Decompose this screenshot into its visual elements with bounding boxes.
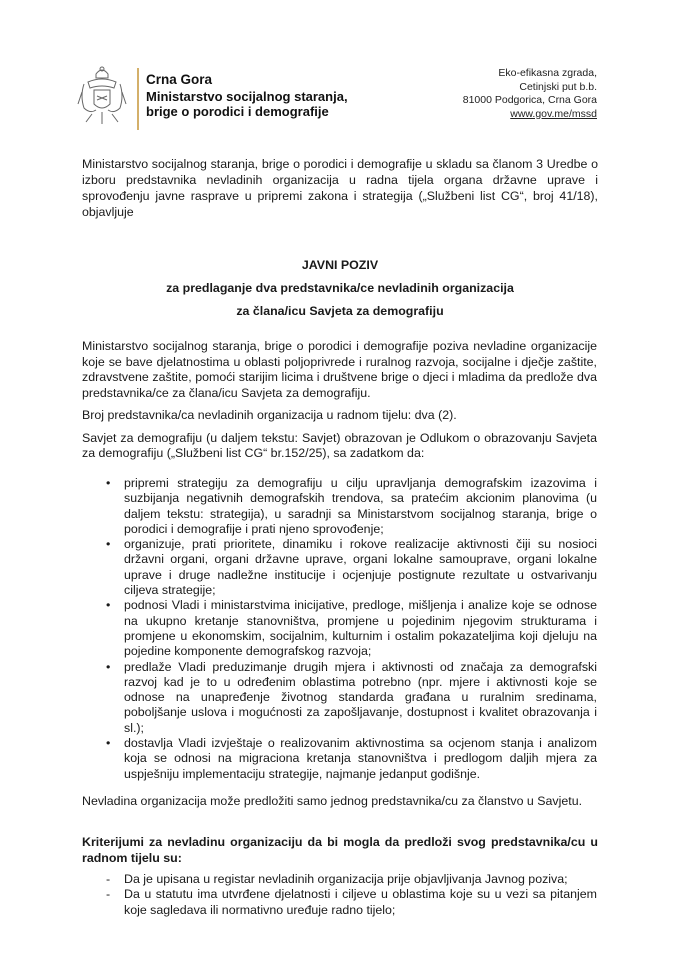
- website-link[interactable]: www.gov.me/mssd: [510, 107, 597, 120]
- list-item: • podnosi Vladi i ministarstvima inicijative, predloge, mišljenja i analize koje se odnose na ukupno kretanje stanovništva, promjene u pojedinim njegovim strukturama i promjene u ekonomskim, socijalnim, kulturnim i ostalim pokazateljima koji djeluju na pojedine komponente demografskog razvoja;: [106, 598, 597, 659]
- address-line: 81000 Podgorica, Crna Gora: [462, 94, 597, 106]
- ministry-name: [146, 72, 348, 119]
- bullet-icon: •: [106, 659, 111, 674]
- address-line: Cetinjski put b.b.: [519, 80, 597, 93]
- representative-count: Broj predstavnika/ca nevladinih organizacija u radnom tijelu: dva (2).: [82, 408, 457, 422]
- address-line: Eko-efikasna zgrada,: [498, 67, 597, 79]
- list-item: • dostavlja Vladi izvještaje o realizovanim aktivnostima sa ocjenom stanja i analizom koja se odnosi na migraciona kretanja stanovništva i predlogom daljih mjera za uspješniju implementaciju strategije, najmanje jedanput godišnje.: [106, 736, 597, 781]
- ministry-address: [463, 67, 597, 121]
- list-item: • organizuje, prati prioritete, dinamiku i rokove realizacije aktivnosti čiji su nosioci državni organi, organi državne uprave, organi lokalne samouprave, organi lokalne uprave i druge nadležne institucije i ocjenjuje postignute rezultate u ostvarivanju ciljeva strategije;: [106, 537, 597, 598]
- task-list: [82, 476, 597, 782]
- document-title: JAVNI POZIV: [301, 258, 379, 272]
- body-section: [82, 339, 597, 462]
- list-item: - Da je upisana u registar nevladinih organizacija prije objavljivanja Javnog poziva;: [106, 872, 568, 886]
- bullet-icon: •: [106, 736, 111, 751]
- country-name: Crna Gora: [146, 72, 213, 87]
- invitation-paragraph: Ministarstvo socijalnog staranja, brige o porodici i demografije poziva nevladine organizacije koje se bave djelatnostima u oblasti poljoprivrede i ruralnog razvoja, socijalne i dječje zaštite, zdravstvene zaštite, pomoći starijim licima i društvene brige o djeci i mladima da predlože dva predstavnika/ce za člana/icu Savjeta za demografiju.: [82, 339, 597, 400]
- dash-bullet-icon: -: [106, 887, 111, 902]
- coat-of-arms-logo: [76, 64, 128, 128]
- header-divider: [137, 68, 139, 130]
- ministry-line-1: Ministarstvo socijalnog staranja,: [146, 89, 348, 104]
- bullet-icon: •: [106, 598, 111, 613]
- document-subtitle: za predlaganje dva predstavnika/ce nevladinih organizacija: [166, 281, 514, 295]
- dash-bullet-icon: -: [106, 872, 111, 886]
- ministry-line-2: brige o porodici i demografije: [146, 104, 329, 119]
- single-representative-note: Nevladina organizacija može predložiti samo jednog predstavnika/cu za članstvo u Savjetu.: [82, 794, 583, 808]
- list-item: • predlaže Vladi preduzimanje drugih mjera i aktivnosti od značaja za demografski razvoj kad je to u određenim oblastima potrebno (npr. mjere i aktivnosti koje se odnose na unapređenje životnog standarda građana u ruralnim sredinama, poboljšanje uslova i mogućnosti za zapošljavanje, dostupnost i kvalitet obrazovanja i sl.);: [106, 659, 597, 735]
- bullet-icon: •: [106, 476, 111, 490]
- document-subtitle-2: za člana/icu Savjeta za demografiju: [236, 304, 444, 318]
- criteria-list: [82, 872, 597, 918]
- council-paragraph: Savjet za demografiju (u daljem tekstu: Savjet) obrazovan je Odlukom o obrazovanju Savjeta za demografiju („Službeni list CG“ br.152/25), sa zadatkom da:: [82, 430, 597, 460]
- criteria-heading: Kriterijumi za nevladinu organizaciju da bi mogla da predloži svog predstavnika/cu u radnom tijelu su:: [82, 835, 598, 865]
- list-item: - Da u statutu ima utvrđene djelatnosti i ciljeve u oblastima koje su u vezi sa pitanjem koje sagledava ili normativno uređuje radno tijelo;: [106, 887, 597, 917]
- list-item: • pripremi strategiju za demografiju u cilju upravljanja demografskim izazovima i suzbijanja negativnih demografskih trendova, sa pratećim akcionim planovima (u daljem tekstu: strategija), u saradnji sa Ministarstvom socijalnog staranja, brige o porodici i demografije i prati njeno sprovođenje;: [106, 476, 597, 536]
- bullet-icon: •: [106, 537, 111, 552]
- intro-paragraph: Ministarstvo socijalnog staranja, brige o porodici i demografije u skladu sa članom 3 Uredbe o izboru predstavnika nevladinih organizacija u radna tijela organa državne uprave i sprovođenju javne rasprave u pripremi zakona i strategija („Službeni list CG“, broj 41/18), objavljuje: [82, 157, 598, 219]
